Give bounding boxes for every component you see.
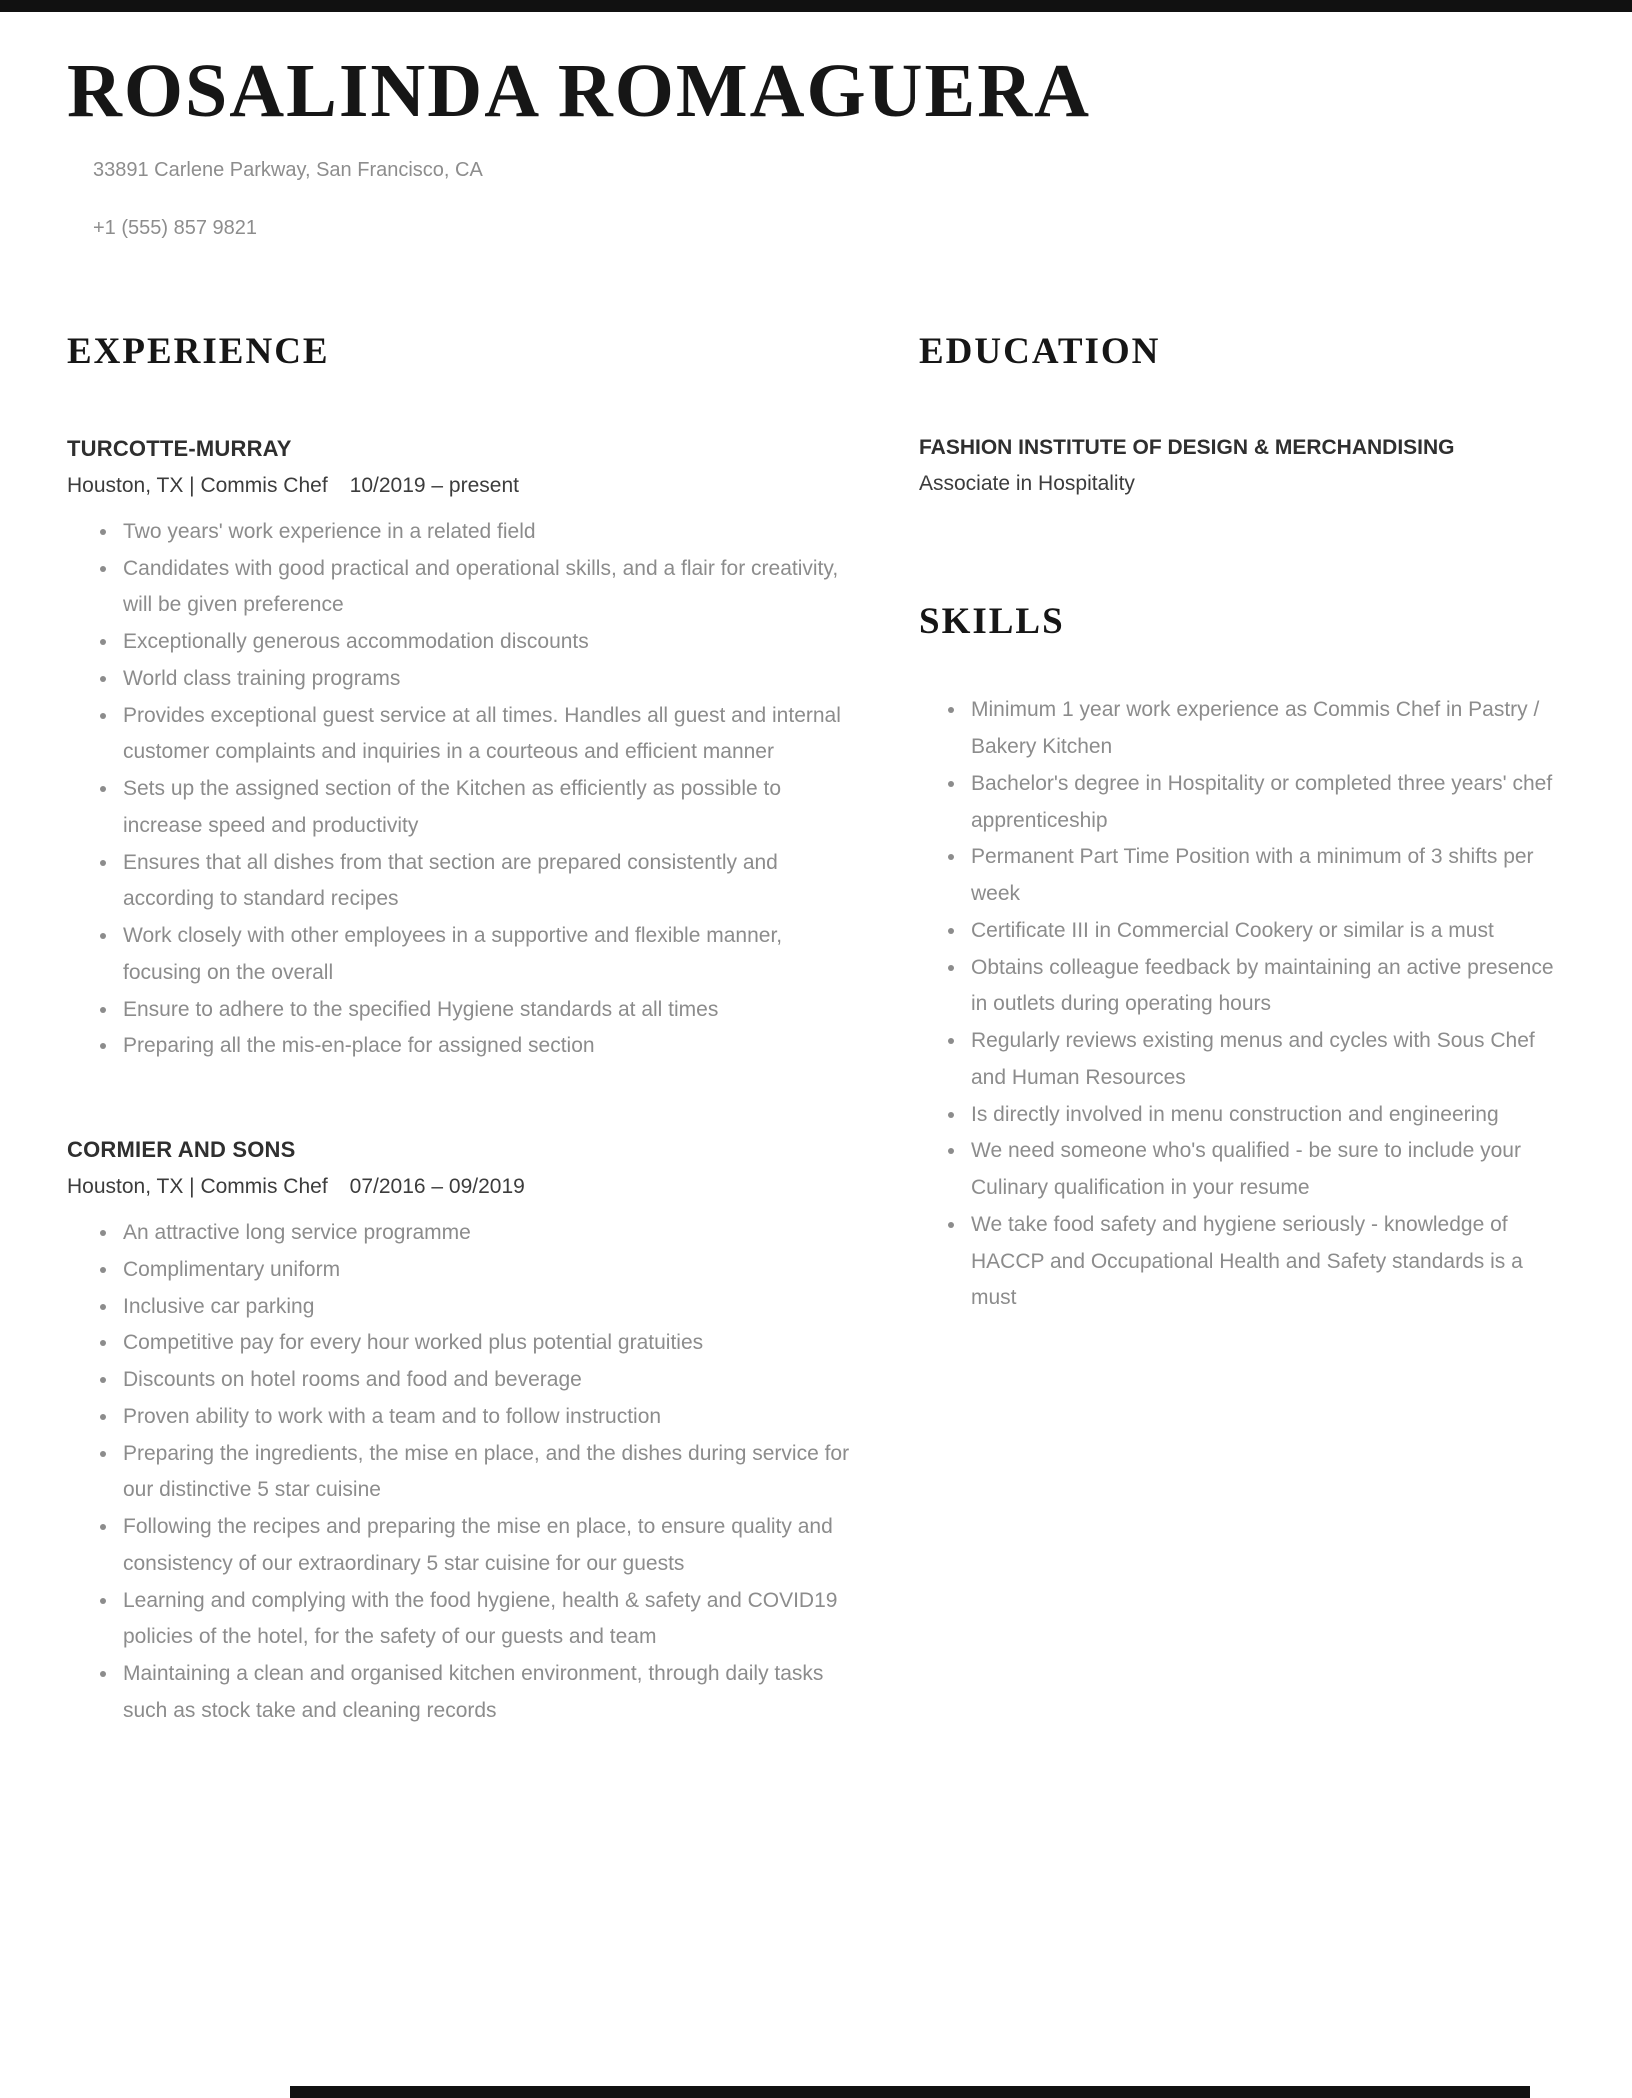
bullet-item: • Regularly reviews existing menus and cycles with Sous Chef and Human Resources xyxy=(967,1023,1565,1097)
job-dates: 10/2019 – present xyxy=(349,473,519,497)
company-name: CORMIER AND SONS xyxy=(67,1137,296,1163)
bullet-item: • Is directly involved in menu construction and engineering xyxy=(967,1097,1565,1134)
bullet-item: • Ensure to adhere to the specified Hygiene standards at all times xyxy=(119,992,859,1029)
bullet-item: • We need someone who's qualified - be sure to include your Culinary qualification in your resume xyxy=(967,1133,1565,1207)
bullet-item: • Minimum 1 year work experience as Commis Chef in Pastry / Bakery Kitchen xyxy=(967,692,1565,766)
experience-entry xyxy=(67,1137,859,1730)
bullet-item: • Bachelor's degree in Hospitality or completed three years' chef apprenticeship xyxy=(967,766,1565,840)
bullet-item: • Maintaining a clean and organised kitchen environment, through daily tasks such as stock take and cleaning records xyxy=(119,1656,859,1730)
bullet-item: • Sets up the assigned section of the Kitchen as efficiently as possible to increase speed and productivity xyxy=(119,771,859,845)
bullet-item: • World class training programs xyxy=(119,661,859,698)
bullet-item: • Work closely with other employees in a supportive and flexible manner, focusing on the overall xyxy=(119,918,859,992)
page-top-border xyxy=(0,0,1632,12)
school-name: FASHION INSTITUTE OF DESIGN & MERCHANDISING xyxy=(919,435,1455,459)
company-name: TURCOTTE-MURRAY xyxy=(67,435,292,461)
bullet-item: • Learning and complying with the food hygiene, health & safety and COVID19 policies of the hotel, for the safety of our guests and team xyxy=(119,1583,859,1657)
job-dates: 07/2016 – 09/2019 xyxy=(349,1175,525,1199)
contact-address: 33891 Carlene Parkway, San Francisco, CA xyxy=(93,158,483,181)
skills-heading: SKILLS xyxy=(919,600,1065,642)
bullet-item: • Inclusive car parking xyxy=(119,1289,859,1326)
experience-heading: EXPERIENCE xyxy=(67,330,330,372)
contact-info xyxy=(93,158,1565,240)
bullet-item: • Competitive pay for every hour worked plus potential gratuities xyxy=(119,1325,859,1362)
page-bottom-border xyxy=(290,2086,1530,2098)
bullet-item: • Certificate III in Commercial Cookery or similar is a must xyxy=(967,913,1565,950)
experience-column xyxy=(67,330,859,1730)
bullet-item: • Complimentary uniform xyxy=(119,1252,859,1289)
job-bullet-list xyxy=(67,1215,859,1730)
education-skills-column xyxy=(919,330,1565,1730)
resume-name: ROSALINDA ROMAGUERA xyxy=(67,49,1091,133)
bullet-item: • Provides exceptional guest service at all times. Handles all guest and internal customer complaints and inquiries in a courteous and efficient manner xyxy=(119,698,859,772)
contact-phone: +1 (555) 857 9821 xyxy=(93,216,258,239)
bullet-item: • Candidates with good practical and operational skills, and a flair for creativity, will be given preference xyxy=(119,551,859,625)
job-bullet-list xyxy=(67,514,859,1065)
resume-header xyxy=(67,50,1565,240)
bullet-item: • Obtains colleague feedback by maintaining an active presence in outlets during operating hours xyxy=(967,950,1565,1024)
bullet-item: • An attractive long service programme xyxy=(119,1215,859,1252)
bullet-item: • Two years' work experience in a related field xyxy=(119,514,859,551)
bullet-item: • Discounts on hotel rooms and food and beverage xyxy=(119,1362,859,1399)
bullet-item: • Preparing all the mis-en-place for assigned section xyxy=(119,1028,859,1065)
bullet-item: • Ensures that all dishes from that section are prepared consistently and according to standard recipes xyxy=(119,845,859,919)
bullet-item: • Exceptionally generous accommodation discounts xyxy=(119,624,859,661)
bullet-item: • Proven ability to work with a team and to follow instruction xyxy=(119,1399,859,1436)
education-entry xyxy=(919,436,1565,496)
job-meta xyxy=(67,1175,859,1199)
job-meta xyxy=(67,474,859,498)
bullet-item: • Following the recipes and preparing the mise en place, to ensure quality and consistency of our extraordinary 5 star cuisine for our guests xyxy=(119,1509,859,1583)
skills-section xyxy=(919,600,1565,1317)
job-location-title: Houston, TX | Commis Chef xyxy=(67,473,328,497)
job-location-title: Houston, TX | Commis Chef xyxy=(67,1175,328,1199)
skills-list xyxy=(919,692,1565,1317)
degree-name: Associate in Hospitality xyxy=(919,471,1135,495)
bullet-item: • Preparing the ingredients, the mise en place, and the dishes during service for our distinctive 5 star cuisine xyxy=(119,1436,859,1510)
resume-columns xyxy=(67,330,1565,1730)
education-heading: EDUCATION xyxy=(919,330,1161,372)
experience-entry xyxy=(67,436,859,1065)
bullet-item: • Permanent Part Time Position with a minimum of 3 shifts per week xyxy=(967,839,1565,913)
bullet-item: • We take food safety and hygiene seriously - knowledge of HACCP and Occupational Health and Safety standards is a must xyxy=(967,1207,1565,1317)
